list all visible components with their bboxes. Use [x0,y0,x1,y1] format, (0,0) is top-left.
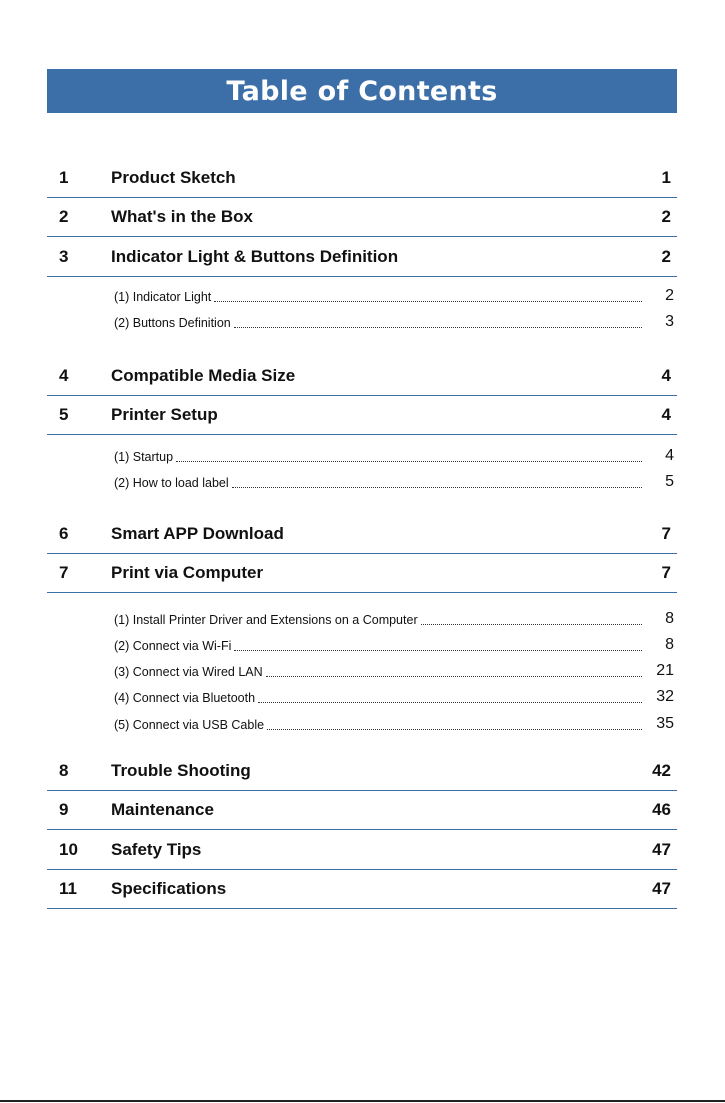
chapter-title: Indicator Light & Buttons Definition [111,247,399,266]
subitem-page: 8 [665,636,674,653]
toc-subitem[interactable] [114,309,674,331]
dot-leader [267,729,642,730]
toc-chapter-11[interactable] [47,873,677,909]
subitem-page: 2 [665,287,674,304]
toc-subitem[interactable] [114,658,674,680]
chapter-title: Trouble Shooting [111,761,251,780]
toc-subitem[interactable] [114,684,674,706]
chapter-page: 47 [652,879,671,898]
subitem-page: 8 [665,610,674,627]
subitem-title: (3) Connect via Wired LAN [114,665,263,679]
chapter-page: 47 [652,840,671,859]
dot-leader [232,487,642,488]
toc-chapter-9[interactable] [47,794,677,830]
subitem-title: (1) Install Printer Driver and Extensions on a Computer [114,613,418,627]
subitem-title: (2) Buttons Definition [114,316,231,330]
toc-chapter-2[interactable] [47,201,677,237]
toc-chapter-6[interactable] [47,518,677,554]
chapter-title: Smart APP Download [111,524,284,543]
toc-chapter-8[interactable] [47,755,677,791]
dot-leader [176,461,642,462]
dot-leader [214,301,642,302]
subitem-title: (4) Connect via Bluetooth [114,691,256,705]
chapter-page: 1 [661,168,671,187]
chapter-page: 2 [661,247,671,266]
chapter-title: Product Sketch [111,168,236,187]
chapter-number: 11 [59,879,77,898]
chapter-title: Printer Setup [111,405,218,424]
footer-rule [0,1100,725,1102]
toc-chapter-1[interactable] [47,162,677,198]
toc-subitem[interactable] [114,606,674,628]
chapter-number: 7 [59,563,69,582]
dot-leader [234,650,642,651]
chapter-number: 10 [59,840,78,859]
chapter-title: Print via Computer [111,563,264,582]
toc-subitem[interactable] [114,283,674,305]
page-title: Table of Contents [226,75,498,107]
chapter-number: 8 [59,761,69,780]
chapter-page: 42 [652,761,671,780]
toc-subitem[interactable] [114,711,674,733]
chapter-number: 1 [59,168,69,187]
chapter-number: 4 [59,366,69,385]
chapter-page: 7 [661,563,671,582]
subitem-title: (1) Indicator Light [114,290,212,304]
chapter-page: 4 [661,405,671,424]
dot-leader [421,624,642,625]
subitem-title: (1) Startup [114,450,174,464]
chapter-page: 7 [661,524,671,543]
dot-leader [234,327,642,328]
chapter-title: Maintenance [111,800,214,819]
chapter-number: 9 [59,800,69,819]
subitem-title: (2) Connect via Wi-Fi [114,639,232,653]
chapter-number: 3 [59,247,69,266]
toc-subitem[interactable] [114,469,674,491]
toc-subitem[interactable] [114,443,674,465]
subitem-page: 5 [665,473,674,490]
dot-leader [258,702,642,703]
title-banner [47,69,677,113]
subitem-page: 4 [665,447,674,464]
subitem-page: 3 [665,313,674,330]
chapter-title: Safety Tips [111,840,202,859]
chapter-page: 2 [661,207,671,226]
chapter-page: 4 [661,366,671,385]
subitem-title: (2) How to load label [114,476,229,490]
chapter-title: Specifications [111,879,227,898]
toc-chapter-4[interactable] [47,360,677,396]
subitem-title: (5) Connect via USB Cable [114,718,265,732]
chapter-number: 6 [59,524,69,543]
toc-chapter-3[interactable] [47,241,677,277]
chapter-number: 2 [59,207,69,226]
toc-subitem[interactable] [114,632,674,654]
toc-chapter-5[interactable] [47,399,677,435]
toc-chapter-10[interactable] [47,834,677,870]
chapter-page: 46 [652,800,671,819]
subitem-page: 21 [656,662,674,679]
dot-leader [266,676,642,677]
subitem-page: 32 [656,688,674,705]
chapter-number: 5 [59,405,69,424]
subitem-page: 35 [656,715,674,732]
toc-chapter-7[interactable] [47,557,677,593]
chapter-title: What's in the Box [111,207,253,226]
chapter-title: Compatible Media Size [111,366,296,385]
